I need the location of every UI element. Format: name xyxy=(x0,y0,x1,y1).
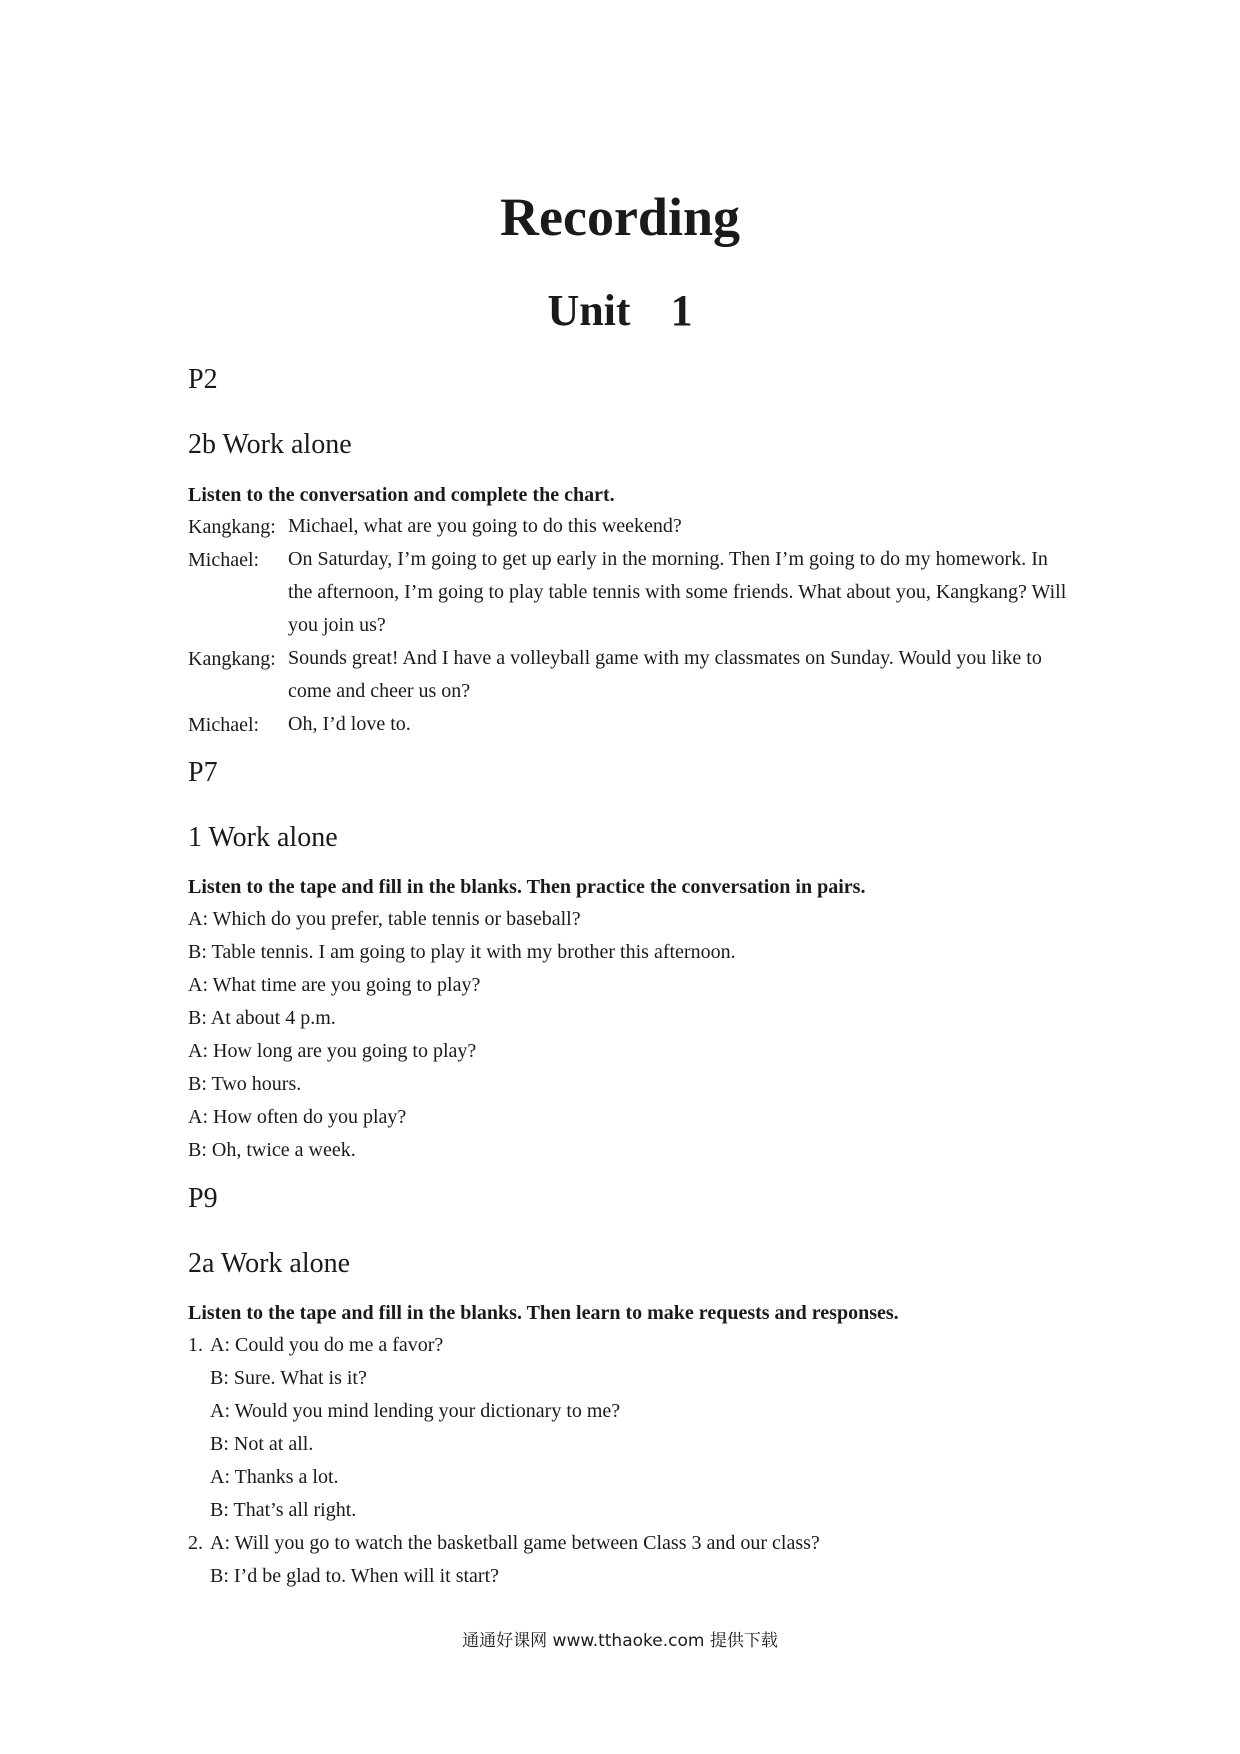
dialogue-line: B: Sure. What is it? xyxy=(210,1367,367,1389)
page-title: Recording xyxy=(500,187,740,247)
dialogue-speaker: Michael: xyxy=(188,549,260,571)
section-heading-2b: 2b Work alone xyxy=(188,429,352,460)
unit-number: 1 xyxy=(670,286,693,335)
page-label-p2: P2 xyxy=(188,364,218,395)
section-heading-1: 1 Work alone xyxy=(188,822,338,853)
dialogue-line: A: How often do you play? xyxy=(188,1106,407,1128)
dialogue-line: A: Would you mind lending your dictionary to me? xyxy=(210,1400,621,1422)
dialogue-line: B: I’d be glad to. When will it start? xyxy=(210,1565,500,1587)
dialogue-text: On Saturday, I’m going to get up early in the morning. Then I’m going to do my homework. In the afternoon, I’m going to play table tennis with some friends. What about you, Kangkang? Will you join us? xyxy=(288,548,1067,636)
dialogue-text: Oh, I’d love to. xyxy=(288,713,411,735)
instruction-p2: Listen to the conversation and complete the chart. xyxy=(188,484,615,506)
footer: 通通好课网 www.tthaoke.com 提供下载 xyxy=(462,1631,778,1651)
instruction-p7: Listen to the tape and fill in the blanks. Then practice the conversation in pairs. xyxy=(188,876,866,898)
dialogue-line: B: Oh, twice a week. xyxy=(188,1139,356,1161)
item-number: 2. xyxy=(188,1532,203,1554)
page-label-p9: P9 xyxy=(188,1183,218,1214)
dialogue-line: B: That’s all right. xyxy=(210,1499,357,1521)
dialogue-line: B: Not at all. xyxy=(210,1433,314,1455)
dialogue-line: A: Could you do me a favor? xyxy=(210,1334,444,1356)
dialogue-line: A: Which do you prefer, table tennis or baseball? xyxy=(188,908,581,930)
dialogue-text: Sounds great! And I have a volleyball game with my classmates on Sunday. Would you like to come and cheer us on? xyxy=(288,647,1042,702)
dialogue-line: A: How long are you going to play? xyxy=(188,1040,477,1062)
dialogue-text: Michael, what are you going to do this weekend? xyxy=(288,515,682,537)
dialogue-line: A: What time are you going to play? xyxy=(188,974,481,996)
page-label-p7: P7 xyxy=(188,757,218,788)
section-heading-2a: 2a Work alone xyxy=(188,1248,351,1279)
dialogue-speaker: Kangkang: xyxy=(188,648,276,670)
instruction-p9: Listen to the tape and fill in the blanks. Then learn to make requests and responses. xyxy=(188,1302,899,1324)
dialogue-line: B: Two hours. xyxy=(188,1073,302,1095)
item-number: 1. xyxy=(188,1334,203,1356)
unit-title xyxy=(0,285,1240,337)
unit-label: Unit xyxy=(547,286,631,335)
dialogue-line: A: Thanks a lot. xyxy=(210,1466,339,1488)
dialogue-line: A: Will you go to watch the basketball game between Class 3 and our class? xyxy=(210,1532,820,1554)
dialogue-line: B: Table tennis. I am going to play it with my brother this afternoon. xyxy=(188,941,736,963)
dialogue-line: B: At about 4 p.m. xyxy=(188,1007,336,1029)
dialogue-speaker: Kangkang: xyxy=(188,516,276,538)
dialogue-speaker: Michael: xyxy=(188,714,260,736)
